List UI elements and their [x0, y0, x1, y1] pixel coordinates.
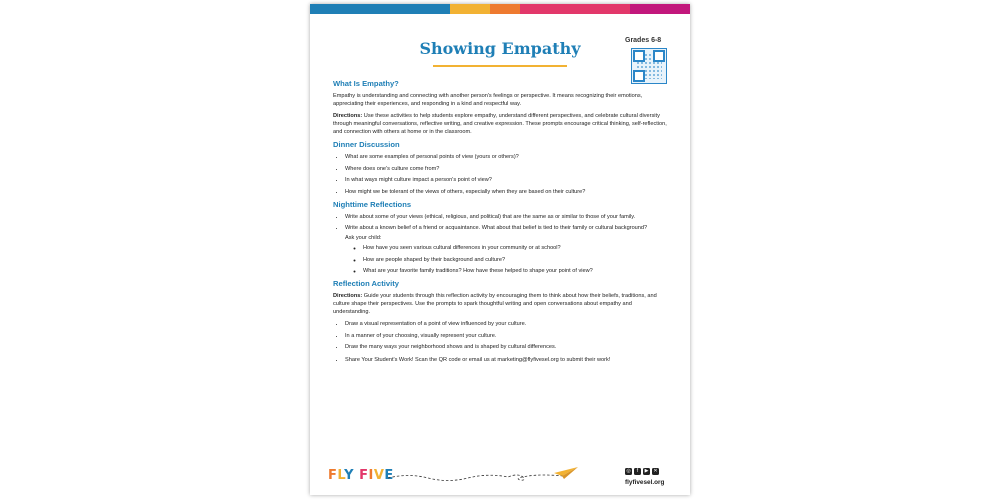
logo-letter: Y: [344, 468, 355, 483]
sub-bullet-list: [345, 244, 670, 275]
list-item: ◦ What are your favorite family traditions? How have these helped to shape your point of view?: [363, 267, 670, 275]
list-item: • Draw a visual representation of a point of view influenced by your culture.: [345, 320, 670, 328]
section-reflection-activity: [333, 279, 670, 364]
qr-finder: [653, 50, 665, 62]
color-stripe-segment: [630, 4, 690, 14]
directions-label: Directions:: [333, 113, 363, 119]
section-body: Empathy is understanding and connecting with another person's feelings or perspective. It means recognizing their emotions, appreciating their experiences, and responding in a kind and respectful way.: [333, 93, 643, 107]
list-item: • Write about some of your views (ethical, religious, and political) that are the same as or similar to those of your family.: [345, 213, 670, 221]
list-item-text: Write about a known belief of a friend or acquaintance. What about that belief is tied to their family or cultural background?: [345, 225, 648, 231]
worksheet-content: [333, 79, 670, 368]
bullet-list: [333, 213, 670, 276]
social-icons: [625, 468, 659, 475]
grades-label: Grades 6-8: [625, 37, 662, 44]
section-heading: Dinner Discussion: [333, 140, 400, 149]
list-item: • In what ways might culture impact a person's point of view?: [345, 176, 670, 184]
footer: [310, 462, 690, 495]
directions-label: Directions:: [333, 293, 363, 299]
list-item: • How might we be tolerant of the views of others, especially when they are based on their culture?: [345, 188, 670, 196]
logo-letter: F: [328, 468, 338, 483]
page-title: Showing Empathy: [419, 39, 581, 58]
list-item: ◦ How have you seen various cultural differences in your community or at school?: [363, 244, 670, 252]
qr-finder: [633, 50, 645, 62]
list-item: • In a manner of your choosing, visually represent your culture.: [345, 332, 670, 340]
title-underline: [433, 65, 567, 67]
list-item: • What are some examples of personal points of view (yours or others)?: [345, 153, 670, 161]
facebook-icon[interactable]: f: [634, 468, 641, 475]
list-item: • Where does one's culture come from?: [345, 165, 670, 173]
section-heading: Nighttime Reflections: [333, 199, 412, 209]
section-dinner-discussion: [333, 140, 670, 196]
bullet-list: [333, 153, 670, 196]
section-nighttime-reflections: [333, 200, 670, 276]
x-icon[interactable]: ✕: [653, 468, 658, 474]
list-item: ◦ How are people shaped by their background and culture?: [363, 256, 670, 264]
bullet-list: [333, 320, 670, 364]
color-stripe: [310, 4, 690, 14]
directions-text: Use these activities to help students explore empathy, understand different perspectives, and celebrate cultural diversity through meaningful conversations, reflective writing, and creative expression. These prompts encourage critical thinking, self-reflection, and connection with others at home or in the classroom.: [333, 113, 667, 135]
directions-paragraph: [333, 292, 670, 316]
color-stripe-segment: [310, 4, 450, 14]
worksheet-page: [310, 4, 690, 495]
paper-plane-icon: [554, 466, 578, 480]
section-heading: What Is Empathy?: [333, 79, 399, 88]
instagram-icon[interactable]: ◎: [626, 468, 631, 474]
website-link[interactable]: flyfivesel.org: [625, 479, 665, 486]
list-item: • Draw the many ways your neighborhood shows and is shaped by cultural differences.: [345, 343, 670, 351]
section-heading: Reflection Activity: [333, 279, 399, 288]
fly-five-logo: [328, 468, 394, 483]
ask-your-child-label: Ask your child:: [345, 235, 382, 241]
color-stripe-segment: [490, 4, 520, 14]
list-item: [345, 224, 670, 275]
logo-letter: E: [384, 468, 394, 483]
directions-paragraph: [333, 112, 670, 136]
directions-text: Guide your students through this reflection activity by encouraging them to think about how their beliefs, traditions, and culture shape their perspectives. Use the prompts to spark thoughtful writing and open conversations about empathy and understanding.: [333, 293, 657, 315]
logo-letter: I: [368, 468, 374, 483]
share-work-item: • Share Your Student's Work! Scan the QR code or email us at marketing@flyfivesel.org to submit their work!: [345, 356, 670, 364]
logo-letter: V: [373, 468, 385, 483]
logo-letter: F: [359, 468, 369, 483]
color-stripe-segment: [450, 4, 490, 14]
color-stripe-segment: [520, 4, 630, 14]
youtube-icon[interactable]: ▶: [644, 468, 649, 474]
section-what-is-empathy: [333, 79, 670, 136]
dashed-flight-path: [388, 472, 568, 482]
logo-letter: L: [337, 468, 345, 483]
